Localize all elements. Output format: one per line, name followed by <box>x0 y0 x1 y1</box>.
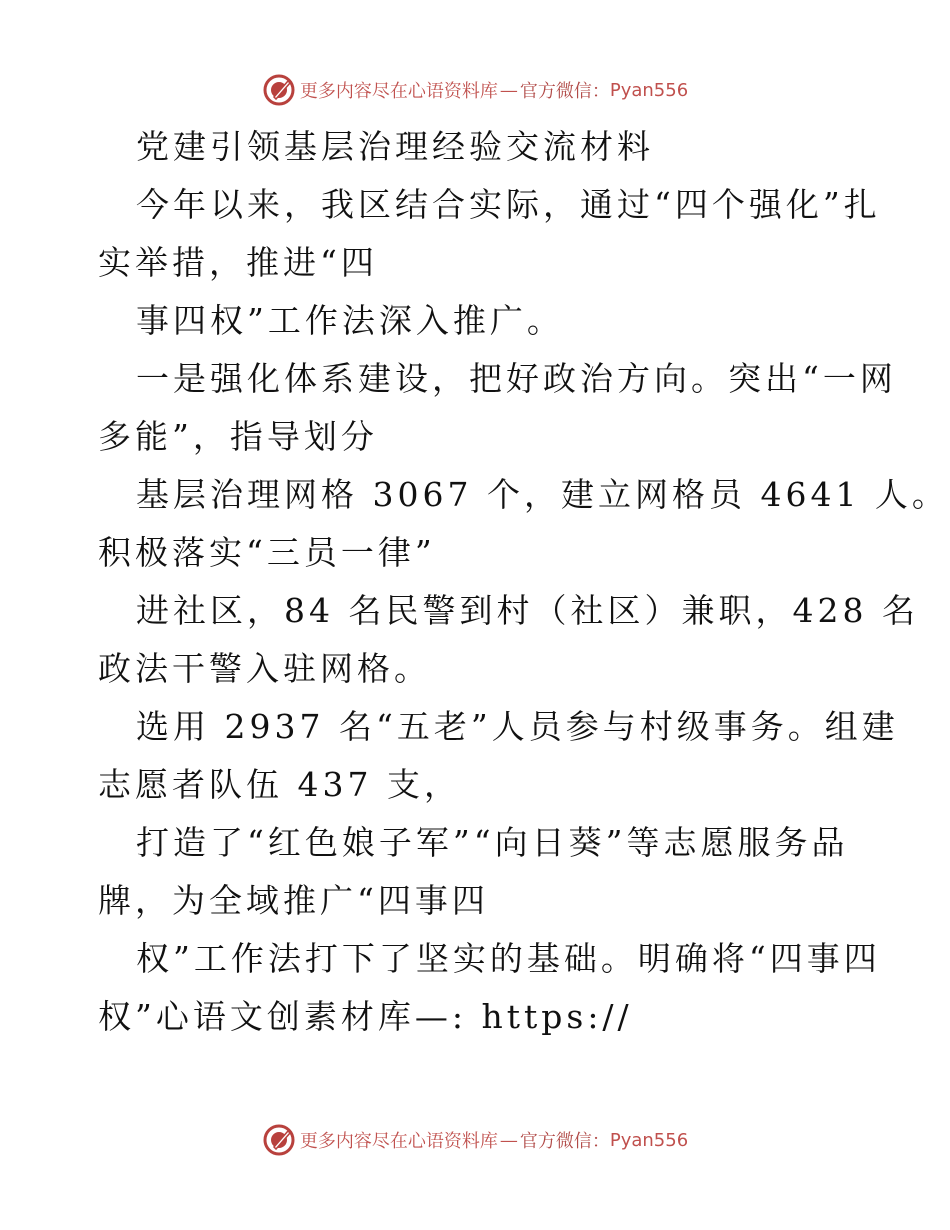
banner-wechat-id: Pyan556 <box>609 79 689 101</box>
text-line: 志愿者队伍 437 支， <box>98 765 461 804</box>
banner-separator: ： <box>591 1131 610 1152</box>
pen-seal-icon <box>262 1123 296 1157</box>
footer-watermark-banner <box>0 1120 950 1160</box>
text-line: 权”心语文创素材库—: https:// <box>98 997 633 1036</box>
header-watermark-banner <box>0 70 950 110</box>
text-line: 进社区，84 名民警到村（社区）兼职，428 名 <box>136 591 919 630</box>
text-line: 多能”，指导划分 <box>98 417 378 456</box>
text-line: 积极落实“三员一律” <box>98 533 436 572</box>
banner-dash: — <box>499 1129 518 1151</box>
document-title: 党建引领基层治理经验交流材料 <box>136 127 654 166</box>
banner-brand-text: 更多内容尽在心语资料库 <box>299 81 498 102</box>
banner-official-label: 官方微信 <box>519 1131 592 1152</box>
text-line: 今年以来，我区结合实际，通过“四个强化”扎 <box>136 185 881 224</box>
text-line: 权”工作法打下了坚实的基础。明确将“四事四 <box>136 939 881 978</box>
pen-seal-icon <box>262 73 296 107</box>
text-line: 牌，为全域推广“四事四 <box>98 881 489 920</box>
banner-brand-text: 更多内容尽在心语资料库 <box>299 1131 498 1152</box>
text-line: 基层治理网格 3067 个，建立网格员 4641 人。 <box>136 475 949 514</box>
banner-separator: ： <box>591 81 610 102</box>
text-line: 打造了“红色娘子军”“向日葵”等志愿服务品 <box>136 823 849 862</box>
banner-wechat-id: Pyan556 <box>609 1129 689 1151</box>
text-line: 事四权”工作法深入推广。 <box>136 301 564 340</box>
text-line: 选用 2937 名“五老”人员参与村级事务。组建 <box>136 707 899 746</box>
text-line: 政法干警入驻网格。 <box>98 649 431 688</box>
banner-dash: — <box>499 79 518 101</box>
banner-official-label: 官方微信 <box>519 81 592 102</box>
text-line: 实举措，推进“四 <box>98 243 378 282</box>
text-line: 一是强化体系建设，把好政治方向。突出“一网 <box>136 359 897 398</box>
document-body <box>98 118 949 1046</box>
